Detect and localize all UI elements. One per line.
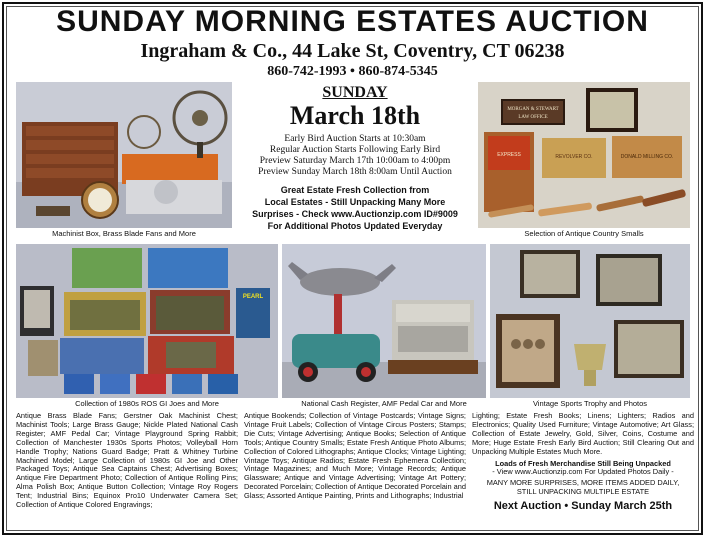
company-address: Ingraham & Co., 44 Lake St, Coventry, CT 06238 xyxy=(140,40,565,62)
auction-times xyxy=(236,134,474,178)
preview-sunday: Preview Sunday March 18th 8:00am Until Auction xyxy=(258,167,452,177)
items-column-3 xyxy=(472,412,694,536)
items-column-1: Antique Brass Blade Fans; Gerstner Oak Machinist Chest; Machinist Tools; Large Brass Gauge; Nickle Plated National Cash Register; AMF Pedal Car; Vintage Playground Spring Rabbit; Collection of Manchester 1930s Sports Photos; Volleyball Horn Handle Trophy; Nations Guard Badge; Pratt & Whitney Turbine Machined Model; Large Collection of 1980s GI Joe and Other Packaged Toys; Antique Sea Captains Chest; Advertising Boxes; Antique Fire Department Photo; Collection of Antique Rolling Pins; Alma Polish Box; Antique Button Collection; Vintage Roy Rogers Tent; Industrial Bins; Equinox Pro10 Underwater Camera Set; Collection of Antique Colored Engravings; xyxy=(16,412,238,510)
auction-day: SUNDAY xyxy=(322,84,388,101)
photo-cash-register-pedal-car xyxy=(282,244,486,398)
auctionzip-note: - View www.Auctionzip.com For Updated Photos Daily - xyxy=(492,467,674,477)
caption-photo-2: Selection of Antique Country Smalls xyxy=(524,229,644,238)
photo-sports-trophy xyxy=(490,244,690,398)
highlight-line-1: Great Estate Fresh Collection from xyxy=(280,185,430,195)
merchandise-headline: Loads of Fresh Merchandise Still Being Unpacked xyxy=(495,458,671,468)
early-bird-time: Early Bird Auction Starts at 10:30am xyxy=(284,134,426,144)
items-column-3-text: Lighting; Estate Fresh Books; Linens; Lighters; Radios and Electronics; Quality Used Furniture; Vintage Automotive; Art Glass; Collection of Estate Jewelry, Gold, Silver, Coins, Costume and More; Huge Estate Fresh Early Bird Auction; Still Clearing Out and Unpacking Multiple Estates Much More. xyxy=(472,412,694,456)
next-auction: Next Auction • Sunday March 25th xyxy=(493,500,673,513)
auction-schedule xyxy=(236,84,474,232)
card-pearl-label: PEARL xyxy=(242,294,264,300)
photo-country-smalls xyxy=(478,82,690,228)
regular-auction-time: Regular Auction Starts Following Early Bird xyxy=(269,145,441,155)
sign-law-office: LAW OFFICE xyxy=(518,115,548,120)
box-milling-label: DONALD MILLING CO. xyxy=(620,154,674,160)
photo-machinist-fans xyxy=(16,82,232,228)
items-column-2: Antique Bookends; Collection of Vintage Postcards; Vintage Signs; Vintage Fruit Labels; Collection of Vintage Circus Posters; Stamps; Die Cuts; Vintage Advertising; Antique Books; Selection of Antique Tools; Antique Country Smalls; Estate Fresh Antique Photo Albums; Collection of Colored Lithographs; Antique Clocks; Vintage Lighting; Vintage Toys; Antique Radios; Estate Fresh Ephemera Collection; Vintage Magazines; and Much More; Vintage Records; Antique Glassware; Antique and Vintage Advertising; Vintage Art Pottery; Decorated Porcelain; Collection of Antique Decorated Porcelain and Glass; Assorted Antique Painting, Prints and Lithographs; Industrial xyxy=(244,412,466,501)
highlight-line-3: Surprises - Check www.Auctionzip.com ID#9009 xyxy=(252,209,458,219)
highlight-notice xyxy=(236,184,474,232)
caption-photo-4: National Cash Register, AMF Pedal Car and More xyxy=(301,399,467,408)
box-revolver-label: REVOLVER CO. xyxy=(555,154,593,160)
caption-photo-5: Vintage Sports Trophy and Photos xyxy=(532,399,648,408)
more-surprises-line-1: MANY MORE SURPRISES, MORE ITEMS ADDED DAILY, xyxy=(486,478,680,488)
more-surprises-line-2: STILL UNPACKING MULTIPLE ESTATE xyxy=(516,487,650,497)
highlight-line-4: For Additional Photos Updated Everyday xyxy=(267,221,443,231)
box-express-label: EXPRESS xyxy=(497,152,521,158)
auction-date: March 18th xyxy=(289,101,421,130)
phone-numbers: 860-742-1993 • 860-874-5345 xyxy=(267,64,438,79)
highlight-line-2: Local Estates - Still Unpacking Many More xyxy=(264,197,446,207)
caption-photo-3: Collection of 1980s ROS GI Joes and More xyxy=(75,399,219,408)
photo-gi-joes xyxy=(16,244,278,398)
preview-saturday: Preview Saturday March 17th 10:00am to 4:00pm xyxy=(259,156,451,166)
sign-firm-name: MORGAN & STEWART xyxy=(507,107,559,112)
fresh-merchandise-note xyxy=(472,460,694,498)
auction-title: SUNDAY MORNING ESTATES AUCTION xyxy=(56,5,649,38)
caption-photo-1: Machinist Box, Brass Blade Fans and More xyxy=(52,229,196,238)
